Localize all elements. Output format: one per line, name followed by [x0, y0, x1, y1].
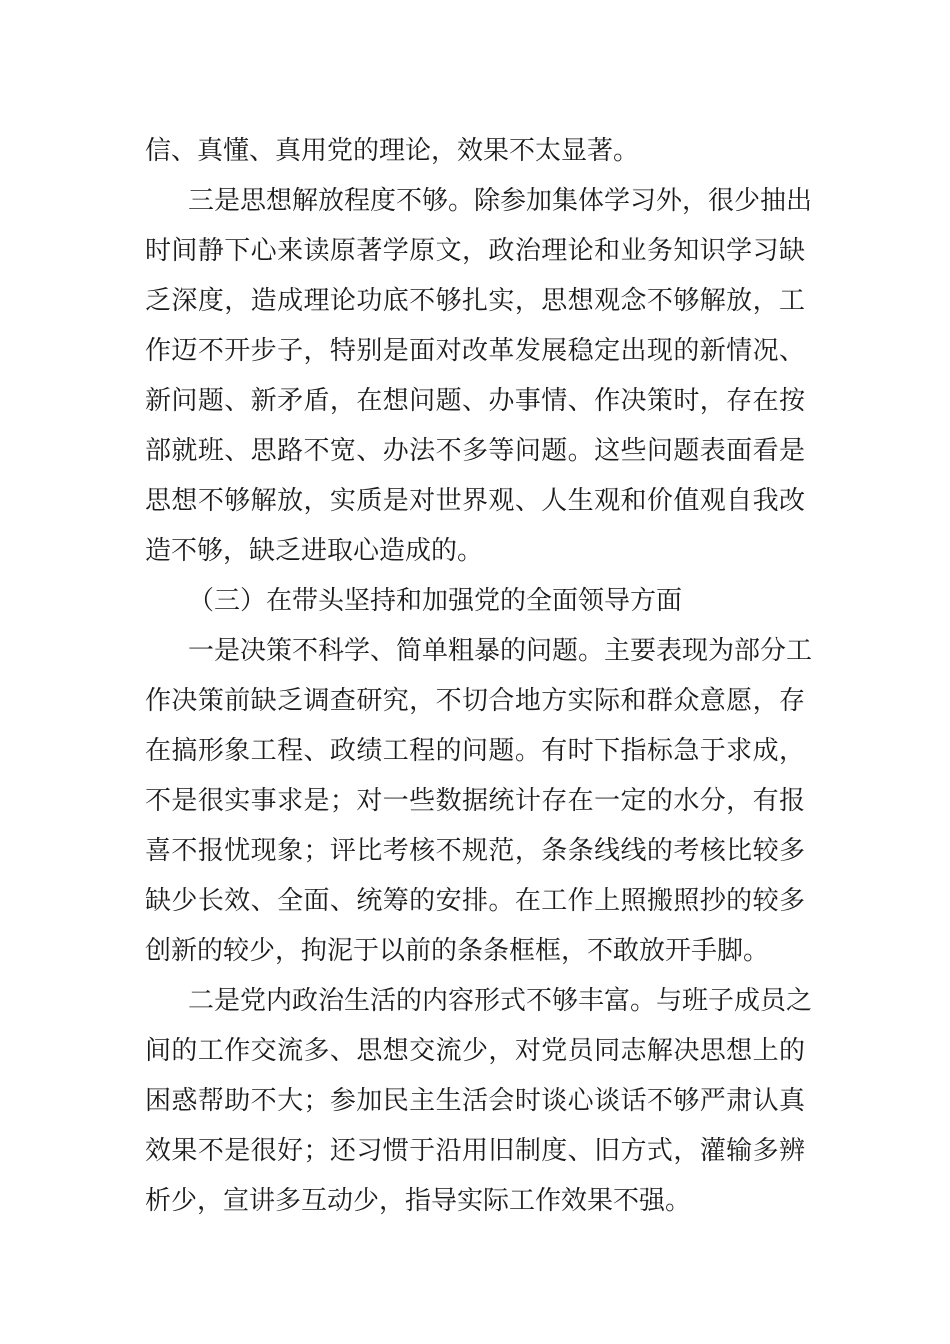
paragraph-line: 喜不报忧现象；评比考核不规范，条条线线的考核比较多 [145, 836, 805, 866]
paragraph-line: 效果不是很好；还习惯于沿用旧制度、旧方式，灌输多辨 [145, 1136, 805, 1166]
paragraph-line: 间的工作交流多、思想交流少，对党员同志解决思想上的 [145, 1036, 805, 1066]
paragraph-line: 思想不够解放，实质是对世界观、人生观和价值观自我改 [145, 486, 805, 516]
paragraph-line: 在搞形象工程、政绩工程的问题。有时下指标急于求成， [145, 736, 805, 766]
paragraph-line: 时间静下心来读原著学原文，政治理论和业务知识学习缺 [145, 236, 805, 266]
paragraph-line: 部就班、思路不宽、办法不多等问题。这些问题表面看是 [145, 436, 805, 466]
paragraph-line: 作迈不开步子，特别是面对改革发展稳定出现的新情况、 [145, 336, 805, 366]
paragraph-line: 二是党内政治生活的内容形式不够丰富。与班子成员之 [188, 986, 813, 1016]
paragraph-line: 困惑帮助不大；参加民主生活会时谈心谈话不够严肃认真 [145, 1086, 805, 1116]
paragraph-line: 析少，宣讲多互动少，指导实际工作效果不强。 [145, 1186, 692, 1216]
paragraph-line: 新问题、新矛盾，在想问题、办事情、作决策时，存在按 [145, 386, 805, 416]
paragraph-line: 乏深度，造成理论功底不够扎实，思想观念不够解放，工 [145, 286, 805, 316]
paragraph-line: 信、真懂、真用党的理论，效果不太显著。 [145, 136, 640, 166]
paragraph-line: 一是决策不科学、简单粗暴的问题。主要表现为部分工 [188, 636, 813, 666]
paragraph-line: 作决策前缺乏调查研究，不切合地方实际和群众意愿，存 [145, 686, 805, 716]
section-heading: （三）在带头坚持和加强党的全面领导方面 [188, 586, 683, 616]
paragraph-line: 不是很实事求是；对一些数据统计存在一定的水分，有报 [145, 786, 805, 816]
paragraph-line: 三是思想解放程度不够。除参加集体学习外，很少抽出 [188, 186, 813, 216]
paragraph-line: 造不够，缺乏进取心造成的。 [145, 536, 484, 566]
paragraph-line: 缺少长效、全面、统筹的安排。在工作上照搬照抄的较多 [145, 886, 805, 916]
paragraph-line: 创新的较少，拘泥于以前的条条框框，不敢放开手脚。 [145, 936, 770, 966]
